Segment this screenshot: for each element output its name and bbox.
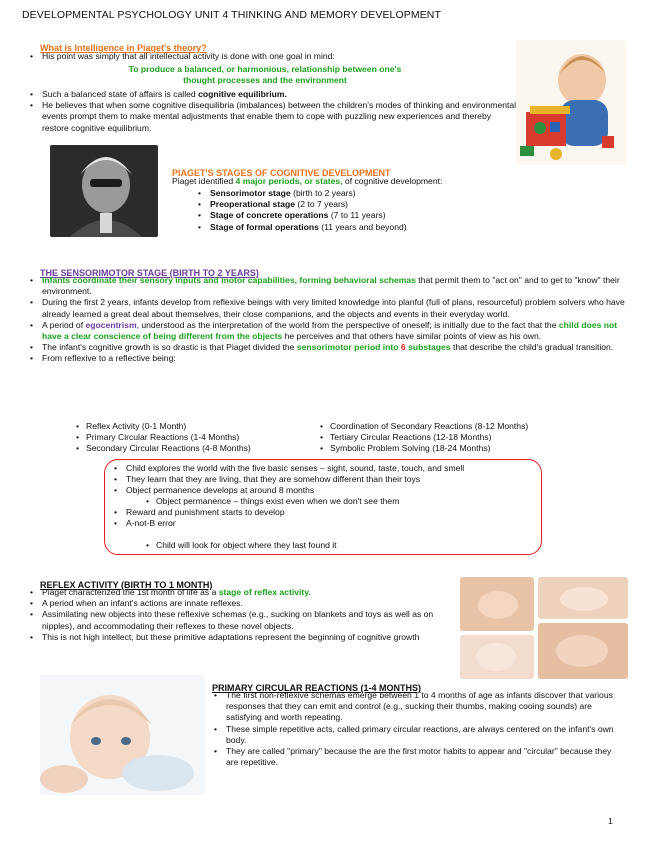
substages-right — [318, 421, 618, 455]
summary-box-list-2 — [112, 507, 532, 529]
primary-point-1: • The first non-reflexive schemas emerge between 1 to 4 months of age as infants discover that various responses that they can emit and control (e.g., sucking their thumbs, making cooing sounds) are satisfying and worth repeating. — [212, 690, 624, 724]
equilibrium-goal: To produce a balanced, or harmonious, relationship between one's thought processes and the environment — [128, 64, 402, 86]
summary-subitem: • Object permanence – things exist even when we don't see them — [144, 496, 524, 507]
reflex-point-3: • Assimilating new objects into these reflexive schemas (e.g., sucking on blankets and toys as well as on nipples), and accommodating their reflexes to these novel objects. — [28, 609, 458, 631]
substage-item: • Secondary Circular Reactions (4-8 Months) — [74, 443, 324, 454]
stage-item: • Stage of concrete operations (7 to 11 years) — [196, 210, 516, 221]
summary-subitem: • Child will look for object where they last found it — [144, 540, 524, 551]
baby-photo — [40, 675, 205, 795]
child-with-shape-toy-photo — [516, 40, 626, 165]
piaget-portrait-photo — [50, 145, 158, 237]
sensorimotor-list — [28, 275, 628, 365]
sensorimotor-point-3: • A period of egocentrism, understood as the interpretation of the world from the perspective of oneself; is initially due to the fact that the child does not have a clear conscience of being different from the objects he perceives and that others have similar points of view as his own. — [28, 320, 628, 342]
reflex-heading: REFLEX ACTIVITY (BIRTH TO 1 MONTH) — [40, 580, 213, 590]
sensorimotor-point-1: • Infants coordinate their sensory inputs and motor capabilities, forming behavioral schemas that permit them to "act on" and to get to "know" their environment. — [28, 275, 628, 297]
summary-item: • Child explores the world with the five basic senses – sight, sound, taste, touch, and smell — [112, 463, 532, 474]
summary-box-sublist-1 — [144, 496, 524, 507]
stage-item: • Stage of formal operations (11 years and beyond) — [196, 222, 516, 233]
intelligence-point-2: • Such a balanced state of affairs is called cognitive equilibrium. — [28, 89, 518, 100]
sensorimotor-point-4: • The infant's cognitive growth is so drastic is that Piaget divided the sensorimotor period into 6 substages that describe the child's gradual transition. — [28, 342, 628, 353]
document-header: DEVELOPMENTAL PSYCHOLOGY UNIT 4 THINKING AND MEMORY DEVELOPMENT — [22, 9, 442, 21]
stages-intro: Piaget identified 4 major periods, or states, of cognitive development: — [172, 176, 443, 186]
primary-list — [212, 690, 624, 768]
stage-item: • Preoperational stage (2 to 7 years) — [196, 199, 516, 210]
infant-reflexes-collage — [458, 575, 630, 681]
primary-point-2: • These simple repetitive acts, called primary circular reactions, are always centered on the infant's own body. — [212, 724, 624, 746]
stages-heading: PIAGET'S STAGES OF COGNITIVE DEVELOPMENT — [172, 168, 391, 178]
reflex-point-4: • This is not high intellect, but these primitive adaptations represent the beginning of cognitive growth — [28, 632, 458, 643]
summary-box-sublist-2 — [144, 540, 524, 551]
substage-item: • Primary Circular Reactions (1-4 Months) — [74, 432, 324, 443]
sensorimotor-point-2: • During the first 2 years, infants develop from reflexive beings with very limited knowledge into planful (full of plans, resourceful) problem solvers who have already learned a great deal about themselves, their close companions, and the objects and events in their everyday world. — [28, 297, 628, 319]
intelligence-list — [28, 51, 518, 62]
primary-heading: PRIMARY CIRCULAR REACTIONS (1-4 MONTHS) — [212, 683, 422, 693]
sensorimotor-heading: THE SENSORIMOTOR STAGE (BIRTH TO 2 YEARS) — [40, 268, 259, 278]
substage-item: • Tertiary Circular Reactions (12-18 Months) — [318, 432, 618, 443]
summary-item: • They learn that they are living, that they are somehow different than their toys — [112, 474, 532, 485]
reflex-list — [28, 587, 458, 643]
substage-item: • Coordination of Secondary Reactions (8-12 Months) — [318, 421, 618, 432]
substages-left — [74, 421, 324, 455]
summary-item: • Object permanence develops at around 8 months — [112, 485, 532, 496]
reflex-point-2: • A period when an infant's actions are innate reflexes. — [28, 598, 458, 609]
intelligence-heading: What is Intelligence in Piaget's theory? — [40, 43, 207, 53]
reflex-point-1: • Piaget characterized the 1st month of life as a stage of reflex activity. — [28, 587, 458, 598]
sensorimotor-point-5: • From reflexive to a reflective being: — [28, 353, 628, 364]
stage-item: • Sensorimotor stage (birth to 2 years) — [196, 188, 516, 199]
intelligence-point-3: • He believes that when some cognitive disequilibria (imbalances) between the children's modes of thinking and environmental events prompt them to make mental adjustments that enable them to cope with puzzling new experiences and thereby restore cognitive equilibrium. — [28, 100, 518, 134]
substage-item: • Symbolic Problem Solving (18-24 Months) — [318, 443, 618, 454]
intelligence-point-1: • His point was simply that all intellectual activity is done with one goal in mind: — [28, 51, 518, 62]
summary-box-list — [112, 463, 532, 497]
stages-list — [196, 188, 516, 233]
summary-item: • Reward and punishment starts to develop — [112, 507, 532, 518]
summary-item: • A-not-B error — [112, 518, 532, 529]
primary-point-3: • They are called "primary" because the are the first motor habits to appear and "circular" because they are repetitive. — [212, 746, 624, 768]
intelligence-list-2 — [28, 89, 518, 134]
substage-item: • Reflex Activity (0-1 Month) — [74, 421, 324, 432]
page-number: 1 — [608, 816, 613, 826]
